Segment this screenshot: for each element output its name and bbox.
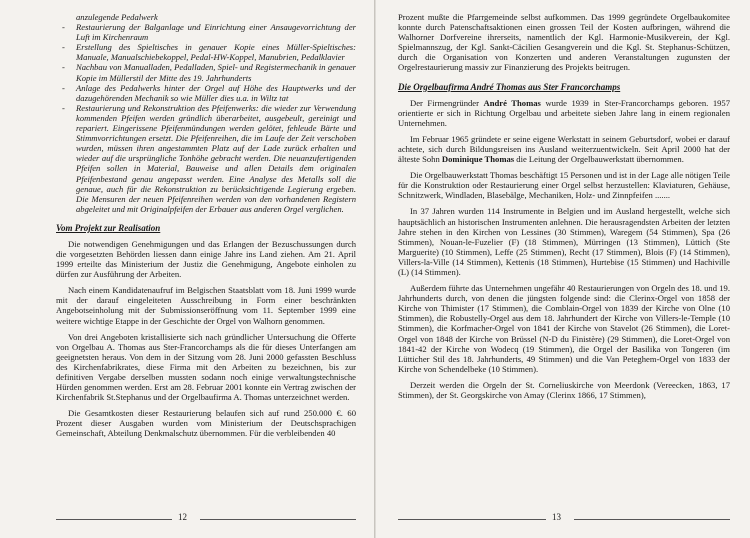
list-item: anzulegende Pedalwerk [76, 12, 158, 22]
list-item: - Nachbau von Manualladen, Pedalladen, Spiel- und Registermechanik in genauer Kopie im Müllerstil der Mitte des 19. Jahrhunderts [76, 62, 356, 82]
paragraph: Prozent mußte die Pfarrgemeinde selbst aufkommen. Das 1999 gegründete Orgelbaukomitee konnte durch Patenschaftsaktionen einen grossen Teil der Kosten aufbringen, während die Walhorner Dorfvereine ihrerseits, namentlich der Kgl. Harmonie-Musikverein, der Kgl. Spielmannszug, der Kgl. Sankt-Cäcilien Gesangverein und die Kgl. St. Stephanus-Schützen, durch die Organisation von Konzerten und anderen Veranstaltungen zugunsten der Orgelrestaurierung massiv zur Finanzierung des Projekts beitrugen. [398, 12, 730, 73]
work-list [56, 12, 356, 214]
list-item: - Anlage des Pedalwerks hinter der Orgel auf Höhe des Hauptwerks und der dazugehörenden Mechanik so wie Müller dies u.a. in Wiltz tat [76, 83, 356, 103]
text-run: Im Februar 1965 gründete er seine eigene Werkstatt in seinem Geburtsdorf, wobei er darauf achtete, sich durch Bildungsreisen ins Ausland weiterzuentwickeln. Seit April 2000 hat der älteste Sohn [398, 133, 730, 165]
list-item: - Restaurierung und Rekonstruktion des Pfeifenwerks: die wieder zur Verwendung kommenden Pfeifen werden gründlich überarbeitet, ausgebeult, gereinigt und repariert. Eingerissene Pfeifenmündungen werden gelötet, fehleude Bärte und Stimmvorrichtungen ersetzt. Die Pfeifenreihen, die im Laufe der Zeit verschoben wurden, müssen ihren angestammten Platz auf der Lade zurück erhalten und wieder auf die ursprüngliche Tonhöhe gebracht werden. Die neuanzufertigenden Pfeifen sollen in Material, Bauweise und allen Details dem originalen Pfeifenbestand genau angepasst werden. Eine Analyse des Metalls soll die genaue, auch für die Rekonstruktion zu berücksichtigende Legierung ergeben. Die Mensuren der neuen Pfeifenreihen werden von den vorhandenen Registern abgeleitet und mit Originalpfeifen der Erbauer aus anderen Orgel verglichen. [76, 103, 356, 214]
page-number: 13 [552, 512, 561, 522]
paragraph: Von drei Angeboten kristallisierte sich nach gründlicher Untersuchung die Offerte von Orgelbau A. Thomas aus Ster-Francorchamps als die für dieses Unterfangen am geeignetsten heraus. Von dem in der Sitzung vom 28. Juni 2000 gefassten Beschluss des Kirchenfabrikrates, diese Firma mit den Arbeiten zu bezeichnen, bis zur definitiven Vergabe derselben mussten sodann noch einige verwaltungstechnische Hürden genommen werden. Erst am 28. Februar 2001 konnte ein Vertrag zwischen der Kirchenfabrik St.Stephanus und der Orgelbaufirma A. Thomas unterzeichnet werden. [56, 331, 356, 403]
footer-rule [200, 519, 356, 520]
list-item: - Restaurierung der Balganlage und Einrichtung einer Ansaugevorrichtung der Luft im Kirchenraum [76, 22, 356, 42]
text-run: wurde 1939 in Ster-Francorchamps geboren. 1957 orientierte er sich in Richtung Orgelbau und arbeitete sieben Jahre lang in einem regionalen Unternehmen. [398, 97, 731, 128]
paragraph [398, 98, 730, 128]
page-footer [376, 512, 750, 526]
successor-name: Dominique Thomas [441, 154, 515, 165]
footer-rule [398, 519, 546, 520]
founder-name: André Thomas [483, 97, 541, 108]
page-number: 12 [178, 512, 187, 522]
paragraph: Die notwendigen Genehmigungen und das Erlangen der Bezuschussungen durch die vorgesetzten Behörden liessen dann einige Jahre ins Land ziehen. Am 21. April 1999 erteilte das Ministerium der Justiz die Genehmigung, Angebote einholen zu dürfen zur Ausführung der Arbeiten. [56, 238, 356, 280]
text-run: Der Firmengründer [410, 97, 484, 108]
right-page-text [398, 12, 730, 400]
paragraph [398, 134, 730, 164]
footer-rule [56, 519, 172, 520]
paragraph: Die Gesamtkosten dieser Restaurierung belaufen sich auf rund 250.000 €. 60 Prozent dieser Ausgaben wurden vom Ministerium der Deutschsprachigen Gemeinschaft, Abteilung Denkmalschutz übernommen. Für die verbleibenden 40 [56, 408, 356, 439]
paragraph: Außerdem führte das Unternehmen ungefähr 40 Restaurierungen von Orgeln des 18. und 19. Jahrhunderts durch, von denen die jüngsten folgende sind: die Clerinx-Orgel von 1858 der Kirche von Thimister (17 Stimmen), die Comblain-Orgel von 1839 der Kirche von Olne (10 Stimmen), die Robustelly-Orgel aus dem 18. Jahrhundert der Kirche von Villers-le-Temple (10 Stimmen), die Korfmacher-Orgel von 1841 der Kirche von Stavelot (26 Stimmen), die Loret-Orgel von 1848 der Kirche von Brüssel (N-D du Finistère) (29 Stimmen), die Loret-Orgel von 1841-42 der Kirche von Wodecq (19 Stimmen), die Orgel der Basilika von Tongeren (im Lütticher Stil des 18. Jahrhunderts, 49 Stimmen) und die Van Peteghem-Orgel von 1833 der Kirche von Schendelbeke (10 Stimmen). [398, 283, 730, 374]
paragraph: Die Orgelbauwerkstatt Thomas beschäftigt 15 Personen und ist in der Lage alle nötigen Teile für die Konstruktion oder Restaurierung einer Orgel selbst herzustellen: Klaviaturen, Gehäuse, Schnitzwerk, Windladen, Blasebälge, Mechaniken, Holz- und Zinnpfeifen ....... [398, 170, 730, 201]
paragraph: Nach einem Kandidatenaufruf im Belgischen Staatsblatt vom 18. Juni 1999 wurde mit der darauf eingeleiteten Ausschreibung in Form einer beschränkten Angebotseinholung mit der Submissionseröffnung vom 11. September 1999 eine weitere wichtige Etappe in der Geschichte der Orgel von Walhorn genommen. [56, 285, 356, 326]
section-heading: Vom Projekt zur Realisation [56, 222, 161, 233]
footer-rule [574, 519, 730, 520]
section-heading: Die Orgelbaufirma André Thomas aus Ster Francorchamps [398, 81, 621, 92]
paragraph: Derzeit werden die Orgeln der St. Corneliuskirche von Meerdonk (Vereecken, 1863, 17 Stimmen), der St. Georgskirche von Amay (Clerinx 1866, 17 Stimmen), [398, 379, 730, 400]
list-item: - Erstellung des Spieltisches in genauer Kopie eines Müller-Spieltisches: Manuale, Manualschiebekoppel, Pedal-HW-Koppel, Manubrien, Pedalklavier [76, 42, 356, 62]
paragraph: In 37 Jahren wurden 114 Instrumente in Belgien und im Ausland hergestellt, welche sich hauptsächlich an historischen Instrumenten anlehnen. Die herausragendsten Arbeiten der letzten Jahre stehen in den Kirchen von Lessines (30 Stimmen), Waregem (54 Stimmen), Spa (26 Stimmen), Nouan-le-Fuzelier (F) (18 Stimmen), Mürringen (13 Stimmen), Lüttich (Ste Marguerite) (10 Stimmen), Leffe (25 Stimmen), Recht (17 Stimmen), Blois (F) (14 Stimmen), Villers-la-Ville (14 Stimmen), Kettenis (18 Stimmen), Hurtebise (15 Stimmen) und Hachiville (L) (14 Stimmen). [398, 206, 730, 277]
page-footer [0, 512, 374, 526]
left-page-text [56, 12, 356, 439]
right-page [376, 0, 750, 538]
left-page [0, 0, 374, 538]
text-run: die Leitung der Orgelbauwerkstatt übernommen. [514, 154, 684, 165]
